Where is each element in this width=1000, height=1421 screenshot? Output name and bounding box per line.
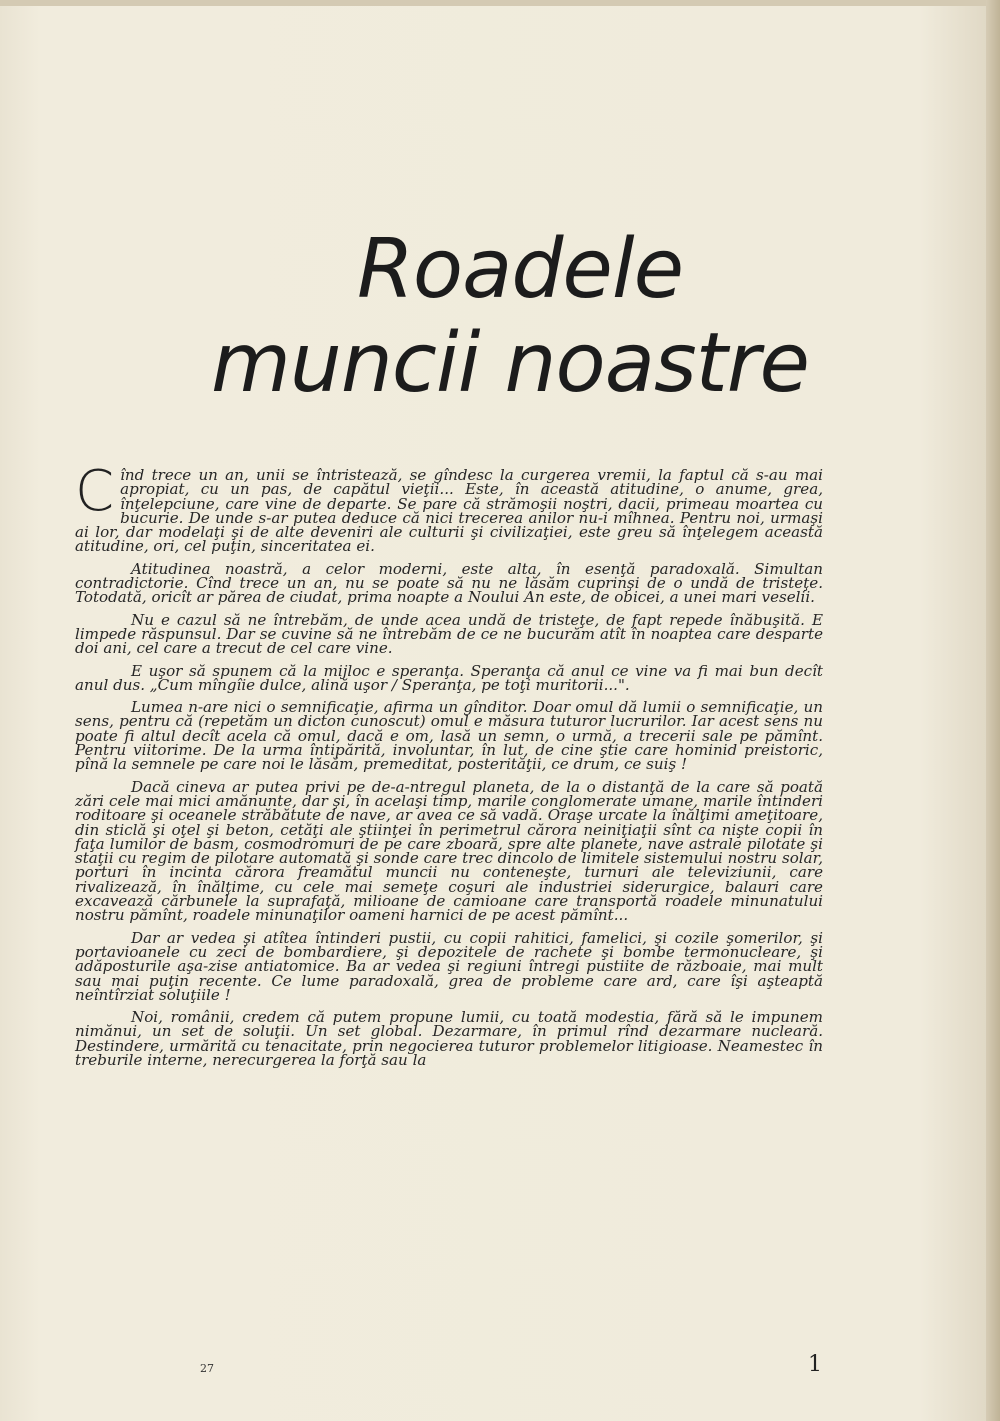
article-body [75,459,823,1075]
footer-small-number: 27 [200,1362,214,1375]
article-title-line-2: muncii noastre [211,316,809,411]
page-number: 1 [808,1352,822,1377]
article-paragraph: Nu e cazul să ne întrebăm, de unde acea undă de tristeţe, de fapt repede înăbuşită. E limpede răspunsul. Dar se cuvine să ne întrebăm de ce ne bucurăm atît în noaptea care desparte doi ani, cel care a trecut de cel care vine. [75,610,823,658]
article-paragraph: Atitudinea noastră, a celor moderni, este alta, în esenţă paradoxală. Simultan contradictorie. Cînd trece un an, nu se poate să nu ne lăsăm cuprinşi de o undă de tristeţe. Totodată, oricît ar părea de ciudat, prima noapte a Noului An este, de obicei, a unei mari veselii. [75,559,823,607]
article-paragraph: E uşor să spunem că la mijloc e speranţa. Speranţa că anul ce vine va fi mai bun decît anul dus. „Cum mîngîie dulce, alină uşor / Speranţa, pe toţi muritorii...". [75,661,823,694]
drop-cap: C [75,459,115,524]
article-paragraph: Lumea n-are nici o semnificaţie, afirma un gînditor. Doar omul dă lumii o semnificaţie, un sens, pentru că (repetăm un dicton cunoscut) omul e măsura tuturor lucrurilor. Iar acest sens nu poate fi altul decît acela că omul, dacă e om, lasă un semn, o urmă, a trecerii sale pe pămînt. Pentru viitorime. De la urma întipărită, involuntar, în lut, de cine ştie care hominid preistoric, pînă la semnele pe care noi le lăsăm, premeditat, posterităţii, ce drum, ce suiş ! [75,698,823,774]
page-top-edge [0,0,1000,6]
article-paragraph: Noi, românii, credem că putem propune lumii, cu toată modestia, fără să le impunem nimănui, un set de soluţii. Un set global. Dezarmare, în primul rînd dezarmare nucleară. Destindere, urmărită cu tenacitate, prin negocierea tuturor problemelor litigioase. Neamestec în treburile interne, nerecurgerea la forţă sau la [75,1008,823,1069]
article-paragraph: Dacă cineva ar putea privi pe de-a-ntregul planeta, de la o distanţă de la care să poată zări cele mai mici amănunte, dar şi, în acelaşi timp, marile conglomerate umane, marile întinderi roditoare şi oceanele străbătute de nave, ar avea ce să vadă. Oraşe urcate la înălţimi ameţitoare, din sticlă şi oţel şi beton, cetăţi ale ştiinţei în perimetrul cărora neiniţiaţii sînt ca nişte copii în faţa lumilor de basm, cosmodromuri de pe care zboară, spre alte planete, nave astrale pilotate şi staţii cu regim de pilotare automată şi sonde care trec dincolo de limitele sistemului nostru solar, porturi în incinta cărora freamătul muncii nu conteneşte, turnuri ale televiziunii, care rivalizează, în înălţime, cu cele mai semeţe coşuri ale industriei siderurgice, balauri care excavează cărbunele la suprafaţă, milioane de camioane care transportă roadele minunatului nostru pămînt, roadele minunaţilor oameni harnici de pe acest pămînt... [75,777,823,925]
article-paragraph: Cînd trece un an, unii se întristează, se gîndesc la curgerea vremii, la faptul că s-au mai apropiat, cu un pas, de capătul vieţii... Este, în această atitudine, o anume, grea, înţelepciune, care vine de departe. Se pare că strămoşii noştri, dacii, primeau moartea cu bucurie. De unde s-ar putea deduce că nici trecerea anilor nu-i mîhnea. Pentru noi, urmaşi ai lor, dar modelaţi şi de alte deveniri ale culturii şi civilizaţiei, este greu să înţelegem această atitudine, ori, cel puţin, sinceritatea ei. [75,459,823,556]
page-binding-edge [986,0,1000,1421]
article-title-line-1: Roadele [356,222,684,317]
article-paragraph: Dar ar vedea şi atîtea întinderi pustii, cu copii rahitici, famelici, şi cozile şomerilor, şi portavioanele cu zeci de bombardiere, şi depozitele de rachete şi bombe termonucleare, şi adăposturile aşa-zise antiatomice. Ba ar vedea şi regiuni întregi pustiite de războaie, mai mult sau mai puţin recente. Ce lume paradoxală, grea de probleme care ard, care îşi aşteaptă neîntîrziat soluţiile ! [75,928,823,1004]
